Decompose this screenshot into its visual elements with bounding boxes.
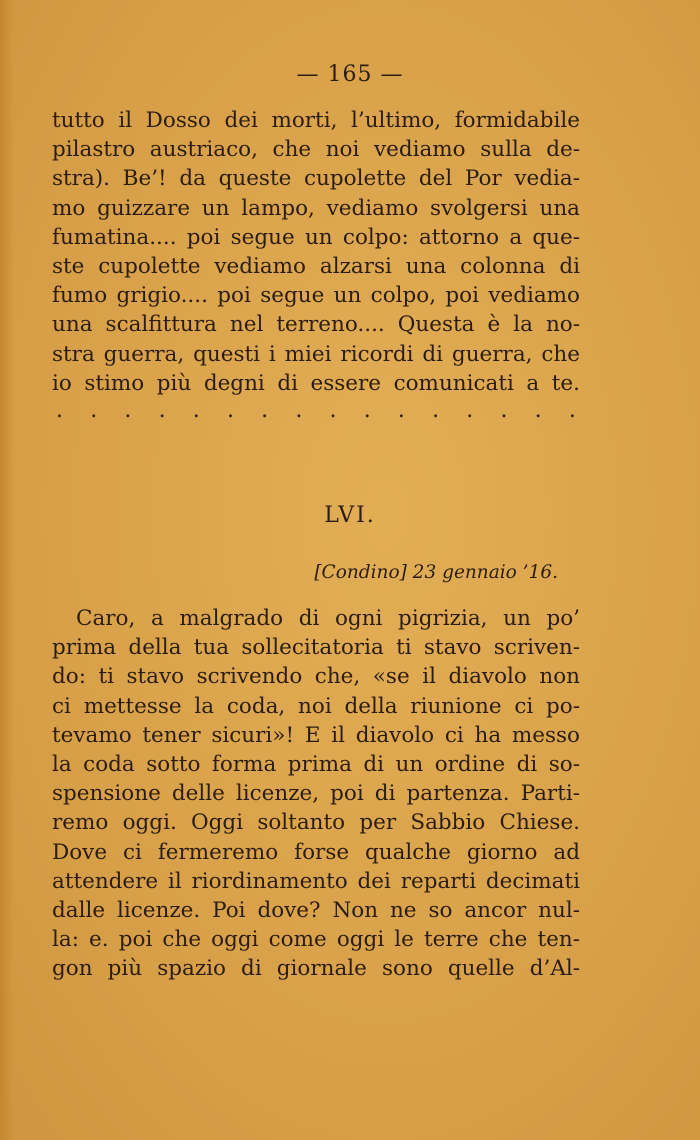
- separator-dot: .: [261, 398, 269, 423]
- text-line: la coda sotto forma prima di un ordine di so-: [52, 752, 580, 778]
- separator-dot: .: [329, 398, 337, 423]
- text-line: spensione delle licenze, poi di partenza. Parti-: [52, 781, 580, 807]
- text-block-continued: [52, 106, 580, 398]
- text-line: Caro, a malgrado di ogni pigrizia, un po’: [76, 606, 580, 631]
- page-number: — 165 —: [296, 62, 404, 87]
- letter-dateline: [Condino] 23 gennaio ’16.: [314, 562, 558, 583]
- text-line: do: ti stavo scrivendo che, «se il diavolo non: [52, 664, 580, 690]
- text-line: dalle licenze. Poi dove? Non ne so ancor nul-: [52, 898, 580, 924]
- separator-dot: .: [192, 398, 200, 423]
- separator-dot: .: [90, 398, 98, 423]
- text-line: io stimo più degni di essere comunicati a te.: [52, 370, 580, 396]
- separator-dot: .: [363, 398, 371, 423]
- separator-dot: .: [466, 398, 474, 423]
- separator-dot: .: [568, 398, 576, 423]
- text-line: stra guerra, questi i miei ricordi di guerra, che: [52, 341, 580, 367]
- dotted-separator: [56, 400, 576, 422]
- text-line: tutto il Dosso dei morti, l’ultimo, formidabile: [52, 108, 580, 133]
- text-line: fumatina.... poi segue un colpo: attorno a que-: [52, 224, 580, 250]
- text-block-letter: [52, 604, 580, 984]
- separator-dot: .: [534, 398, 542, 423]
- text-line: tevamo tener sicuri»! E il diavolo ci ha messo: [52, 722, 580, 748]
- text-line: la: e. poi che oggi come oggi le terre che ten-: [52, 927, 580, 953]
- text-line: attendere il riordinamento dei reparti decimati: [52, 868, 580, 894]
- text-line: Dove ci fermeremo forse qualche giorno ad: [52, 839, 580, 865]
- section-heading: LVI.: [324, 503, 376, 528]
- text-line: mo guizzare un lampo, vediamo svolgersi una: [52, 195, 580, 221]
- separator-dot: .: [56, 398, 63, 423]
- text-line: una scalfittura nel terreno.... Questa è la no-: [52, 312, 580, 338]
- separator-dot: .: [295, 398, 303, 423]
- separator-dot: .: [500, 398, 508, 423]
- text-line: pilastro austriaco, che noi vediamo sulla de-: [52, 137, 580, 163]
- separator-dot: .: [158, 398, 166, 423]
- text-line: remo oggi. Oggi soltanto per Sabbio Chiese.: [52, 810, 580, 836]
- text-line: gon più spazio di giornale sono quelle d’Al-: [52, 956, 580, 982]
- separator-dot: .: [397, 398, 405, 423]
- text-line: ste cupolette vediamo alzarsi una colonna di: [52, 254, 580, 280]
- separator-dot: .: [432, 398, 440, 423]
- text-line: stra). Be’! da queste cupolette del Por vedia-: [52, 166, 580, 192]
- page-edge-shadow: [0, 0, 14, 1140]
- text-line: prima della tua sollecitatoria ti stavo scriven-: [52, 635, 580, 661]
- separator-dot: .: [124, 398, 132, 423]
- separator-dot: .: [226, 398, 234, 423]
- text-line: ci mettesse la coda, noi della riunione ci po-: [52, 693, 580, 719]
- text-line: fumo grigio.... poi segue un colpo, poi vediamo: [52, 283, 580, 309]
